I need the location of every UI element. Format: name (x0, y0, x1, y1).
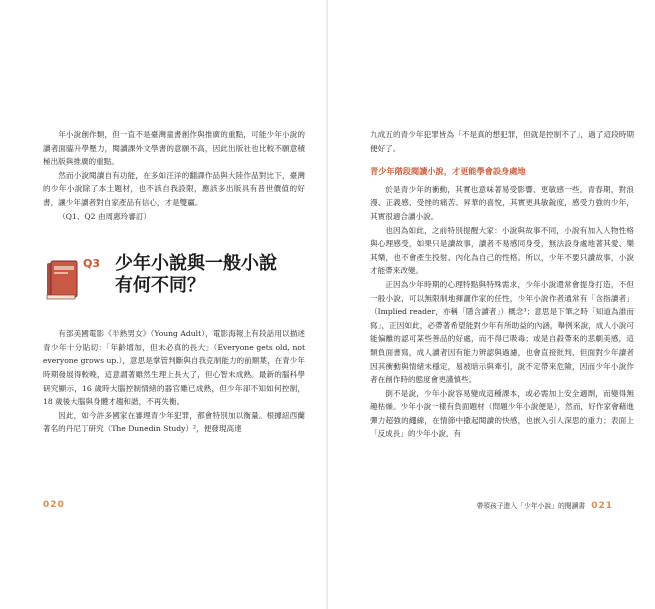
right-text-column (370, 128, 634, 441)
section-subheading: 青少年階段閱讀小說，才更能學會設身處地 (370, 166, 526, 177)
paragraph: 正因為少年時期的心理特點與特殊需求，少年小說還常會提身打造，不但一般小說，可以無限制地揮灑作家的任性，少年小說作者通常有「含指讀者」（Implied reader，亦稱「隱含讀者」）概念³；意思是下筆之時「知道為誰而寫」，正因如此，必帶著希望能對少年有所助益的內涵，舉例來說，成人小說可能偏離的認可某些善品的好處，而不得已吸毒；或是自殺帶來的悲劇美感，這類負面書寫，成人讀者因有能力辨認與過濾，也會直接批判，但面對少年讀者因其衝動與情緒未穩定，易被暗示與牽引，說不定帶來危險，因而少年小說作者在創作時的態度會更謹慎些。 (370, 279, 634, 385)
paragraph: 因此，如今許多國家在審理青少年犯罪，都會特別加以衡量。根據紐西蘭著名的丹尼丁研究（The Dunedin Study）²，便發現高達 (43, 410, 305, 434)
left-footer (43, 500, 65, 510)
page-number: 021 (591, 501, 613, 511)
running-title: 帶領孩子進入「少年小說」的閱讀書 (476, 502, 586, 510)
page-number: 020 (43, 500, 65, 510)
right-page (328, 0, 655, 609)
question-title (115, 253, 277, 297)
paragraph: 有部美國電影《半熟男女》（Young Adult），電影海報上有段話用以描述青少年十分貼切：「年齡增加，但未必真的長大」（Everyone gets old, not everyone grows up.），意思是掌管判斷與自我克制能力的前額葉，在青少年時期發展得較晚，這意謂著雖然生理上長大了，但心智未成熟。最新的腦科學研究顯示，16 歲時大腦控制情緒的器官雖已成熟，但少年卻不知如何控制，18 歲後大腦與身體才趨和諧，不再失衡。 (43, 329, 305, 407)
question-number: Q3 (83, 257, 101, 271)
paragraph: 年小說創作類，但一直不是臺灣童書創作與推廣的重點，可能少年小說的讀者面臨升學壓力，閱讀課外文學書的意願不高，因此出版社也比較不願意積極出版與推廣的重點。 (43, 130, 305, 167)
paragraph: （Q1、Q2 由周惠玲審訂） (58, 211, 152, 221)
paragraph: 於是青少年的衝動，其實也意味著易受影響、更敏感一些。青春期，對浪漫、正義感、受挫的痛苦、昇華的喜悅，其實更具敏銳度，感受力強的少年，其實很適合讀小說。 (370, 184, 634, 221)
left-page (0, 0, 327, 609)
right-footer (476, 500, 613, 511)
question-title-line-2: 有何不同？ (115, 275, 205, 297)
paragraph: 然而小說閱讀自有功能，在多如汪洋的翻譯作品與大陸作品對比下，臺灣的少年小說除了本土題材，也不該自我設限，應該多出版具有普世價值的好書，讓少年讀者對自家產品有信心，才是雙贏。 (43, 170, 305, 207)
question-title-line-1: 少年小說與一般小說 (115, 253, 277, 275)
paragraph: 倒不是說，少年小說容易變成這種課本，或必需加上安全適劑，而變得無趣枯燥。少年小說一樣有負面題材（問題少年小說便是），然而，好作家會藉進彈力超強的繩線，在情節中撒起閱讀的快感，也嵌入引人深思的重力；表面上「反成長」的少年小說，有 (370, 388, 634, 439)
paragraph: 也因為如此，之前特別提醒大家：小說與故事不同，小說有加入人物性格與心理感受，如果只是讀故事，讀者不易感同身受，無法設身處地著其愛、樂其樂，也不會產生投射、內化為自己的性格。所以，少年不要只讀故事，小說才能帶來改變。 (370, 225, 634, 276)
question-heading (43, 255, 305, 307)
book-icon (45, 259, 79, 301)
paragraph: 九成五的青少年犯罪皆為「不是真的想犯罪，但就是控制不了」，過了這段時期便好了。 (370, 130, 634, 153)
left-text-column (43, 128, 305, 436)
